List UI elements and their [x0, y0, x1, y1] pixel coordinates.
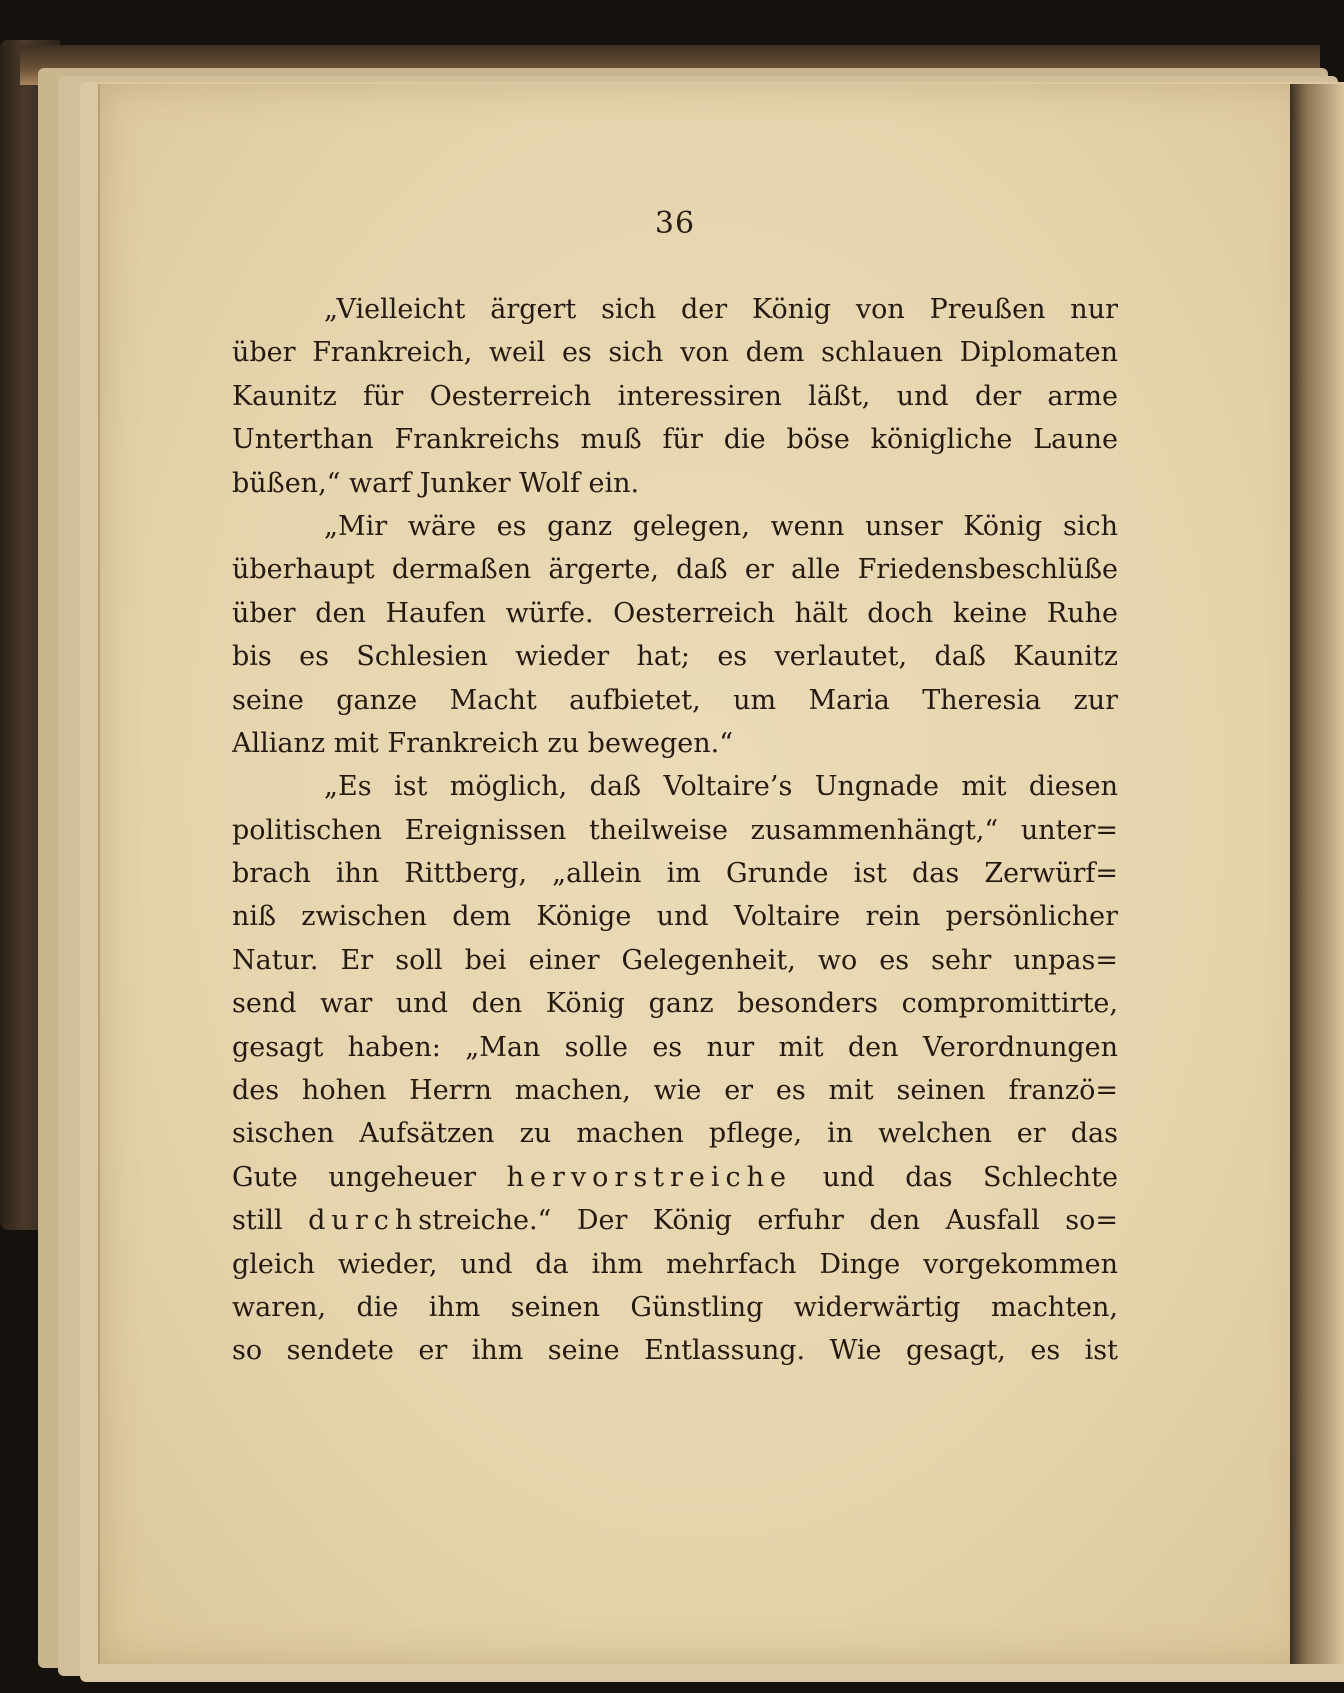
text-line: Natur. Er soll bei einer Gelegenheit, wo es sehr unpas=: [232, 944, 1118, 976]
text-line: bis es Schlesien wieder hat; es verlautet, daß Kaunitz: [232, 641, 1118, 673]
text-line: über den Haufen würfe. Oesterreich hält doch keine Ruhe: [232, 597, 1118, 629]
text-segment: streiche.“ Der König erfuhr den Ausfall so=: [418, 1205, 1118, 1237]
spaced-emphasis: durch: [308, 1205, 419, 1237]
text-line: brach ihn Rittberg, „allein im Grunde ist das Zerwürf=: [232, 858, 1118, 890]
text-line: gleich wieder, und da ihm mehrfach Dinge vorgekommen: [232, 1248, 1118, 1280]
text-segment: still: [232, 1205, 283, 1237]
text-line: büßen,“ warf Junker Wolf ein.: [232, 467, 640, 499]
text-line: des hohen Herrn machen, wie er es mit seinen franzö=: [232, 1075, 1118, 1107]
text-line: niß zwischen dem Könige und Voltaire rein persönlicher: [232, 901, 1118, 933]
text-line: „Es ist möglich, daß Voltaire’s Ungnade mit diesen: [324, 771, 1118, 803]
text-segment: und das Schlechte: [822, 1161, 1118, 1193]
text-line: überhaupt dermaßen ärgerte, daß er alle Friedensbeschlüße: [232, 554, 1118, 586]
page-number: 36: [654, 206, 696, 241]
text-line: Kaunitz für Oesterreich interessiren läßt, und der arme: [232, 380, 1118, 412]
spaced-emphasis: hervorstreiche: [506, 1161, 793, 1193]
text-line: „Vielleicht ärgert sich der König von Preußen nur: [324, 294, 1118, 325]
text-line: sischen Aufsätzen zu machen pflege, in welchen er das: [232, 1118, 1118, 1150]
text-segment: Gute ungeheuer: [232, 1161, 477, 1193]
text-line: send war und den König ganz besonders compromittirte,: [232, 988, 1118, 1020]
book-gutter: [1290, 84, 1344, 1664]
text-line: so sendete er ihm seine Entlassung. Wie gesagt, es ist: [232, 1335, 1118, 1367]
text-line: politischen Ereignissen theilweise zusammenhängt,“ unter=: [232, 814, 1118, 846]
text-line: Allianz mit Frankreich zu bewegen.“: [232, 727, 734, 759]
text-line: „Mir wäre es ganz gelegen, wenn unser König sich: [324, 510, 1118, 542]
text-line: Unterthan Frankreichs muß für die böse königliche Laune: [232, 424, 1118, 456]
body-text: [232, 288, 1118, 1373]
text-line: seine ganze Macht aufbietet, um Maria Theresia zur: [232, 684, 1118, 716]
text-line: über Frankreich, weil es sich von dem schlauen Diplomaten: [232, 337, 1118, 369]
text-line-composite: [232, 1156, 1118, 1199]
text-line-composite: [232, 1199, 1118, 1242]
text-line: waren, die ihm seinen Günstling widerwärtig machten,: [232, 1291, 1118, 1323]
text-line: gesagt haben: „Man solle es nur mit den Verordnungen: [232, 1031, 1118, 1063]
